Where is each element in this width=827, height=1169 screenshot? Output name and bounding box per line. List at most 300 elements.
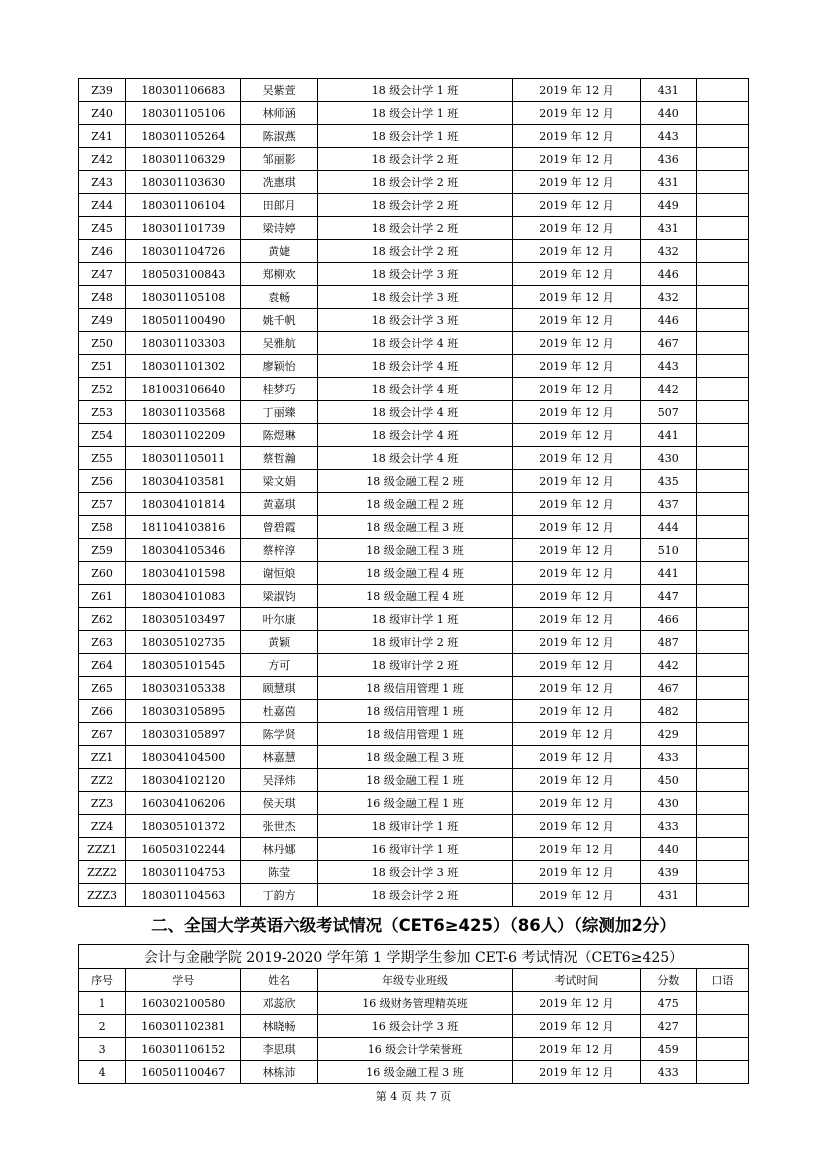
cell-name: 黄婕 — [241, 240, 317, 263]
cell-oral — [696, 401, 748, 424]
cell-name: 侯天琪 — [241, 792, 317, 815]
cell-student-id: 180301103630 — [126, 171, 241, 194]
cell-class: 18 级审计学 1 班 — [317, 608, 513, 631]
cell-name: 陈淑燕 — [241, 125, 317, 148]
table-row — [79, 516, 749, 539]
cell-index: 1 — [79, 992, 126, 1015]
cell-class: 18 级金融工程 4 班 — [317, 562, 513, 585]
cell-index: ZZ4 — [79, 815, 126, 838]
cell-exam-time: 2019 年 12 月 — [513, 585, 640, 608]
cell-index: Z58 — [79, 516, 126, 539]
cell-oral — [696, 171, 748, 194]
cell-score: 446 — [640, 309, 696, 332]
cell-exam-time: 2019 年 12 月 — [513, 1015, 640, 1038]
cell-student-id: 180301105264 — [126, 125, 241, 148]
cell-class: 18 级会计学 2 班 — [317, 194, 513, 217]
table-row — [79, 217, 749, 240]
cell-student-id: 181003106640 — [126, 378, 241, 401]
cell-score: 442 — [640, 654, 696, 677]
cell-name: 吴紫萱 — [241, 79, 317, 102]
cell-name: 曾碧霞 — [241, 516, 317, 539]
table-row — [79, 309, 749, 332]
cell-student-id: 180304103581 — [126, 470, 241, 493]
cell-oral — [696, 424, 748, 447]
cell-score: 447 — [640, 585, 696, 608]
cell-index: Z45 — [79, 217, 126, 240]
cell-exam-time: 2019 年 12 月 — [513, 125, 640, 148]
cell-exam-time: 2019 年 12 月 — [513, 447, 640, 470]
cell-class: 16 级审计学 1 班 — [317, 838, 513, 861]
cell-oral — [696, 861, 748, 884]
cell-oral — [696, 194, 748, 217]
table-caption-row — [79, 945, 749, 969]
cell-exam-time: 2019 年 12 月 — [513, 838, 640, 861]
cell-exam-time: 2019 年 12 月 — [513, 171, 640, 194]
table-row — [79, 815, 749, 838]
cell-index: ZZ1 — [79, 746, 126, 769]
cell-exam-time: 2019 年 12 月 — [513, 102, 640, 125]
cell-student-id: 180303105338 — [126, 677, 241, 700]
cell-student-id: 180304104500 — [126, 746, 241, 769]
cell-index: Z59 — [79, 539, 126, 562]
cell-exam-time: 2019 年 12 月 — [513, 654, 640, 677]
cell-exam-time: 2019 年 12 月 — [513, 631, 640, 654]
cell-oral — [696, 992, 748, 1015]
cell-class: 18 级金融工程 3 班 — [317, 539, 513, 562]
cell-index: 4 — [79, 1061, 126, 1084]
cell-index: 3 — [79, 1038, 126, 1061]
cell-exam-time: 2019 年 12 月 — [513, 539, 640, 562]
cell-name: 冼惠琪 — [241, 171, 317, 194]
cell-class: 18 级会计学 2 班 — [317, 217, 513, 240]
cell-name: 丁丽臻 — [241, 401, 317, 424]
cell-score: 475 — [640, 992, 696, 1015]
cell-name: 杜嘉茵 — [241, 700, 317, 723]
cell-index: Z62 — [79, 608, 126, 631]
cell-score: 431 — [640, 884, 696, 907]
cell-oral — [696, 148, 748, 171]
cell-exam-time: 2019 年 12 月 — [513, 700, 640, 723]
cell-index: Z52 — [79, 378, 126, 401]
cell-oral — [696, 585, 748, 608]
cell-name: 方可 — [241, 654, 317, 677]
cell-student-id: 180305103497 — [126, 608, 241, 631]
cell-index: ZZZ2 — [79, 861, 126, 884]
cell-oral — [696, 355, 748, 378]
cet6-table-body — [79, 945, 749, 1084]
cell-index: Z61 — [79, 585, 126, 608]
cell-exam-time: 2019 年 12 月 — [513, 79, 640, 102]
page-footer: 第 4 页 共 7 页 — [375, 1090, 452, 1103]
cell-student-id: 160301102381 — [126, 1015, 241, 1038]
table-row — [79, 539, 749, 562]
cell-exam-time: 2019 年 12 月 — [513, 332, 640, 355]
cell-student-id: 180301102209 — [126, 424, 241, 447]
cell-index: Z44 — [79, 194, 126, 217]
cell-student-id: 180303105895 — [126, 700, 241, 723]
table-caption: 会计与金融学院 2019-2020 学年第 1 学期学生参加 CET-6 考试情况（CET6≥425） — [79, 945, 749, 969]
cell-index: Z48 — [79, 286, 126, 309]
table-row — [79, 470, 749, 493]
cell-student-id: 180304105346 — [126, 539, 241, 562]
header-student-id: 学号 — [126, 969, 241, 992]
cell-exam-time: 2019 年 12 月 — [513, 424, 640, 447]
cell-student-id: 180301106104 — [126, 194, 241, 217]
cell-exam-time: 2019 年 12 月 — [513, 723, 640, 746]
cell-index: Z46 — [79, 240, 126, 263]
cell-score: 433 — [640, 815, 696, 838]
cell-name: 袁畅 — [241, 286, 317, 309]
cell-name: 叶尔康 — [241, 608, 317, 631]
cell-name: 蔡哲瀚 — [241, 447, 317, 470]
cell-class: 18 级会计学 3 班 — [317, 861, 513, 884]
cell-score: 436 — [640, 148, 696, 171]
cell-oral — [696, 447, 748, 470]
cell-score: 433 — [640, 1061, 696, 1084]
cell-oral — [696, 102, 748, 125]
cell-class: 16 级会计学荣誉班 — [317, 1038, 513, 1061]
cell-exam-time: 2019 年 12 月 — [513, 769, 640, 792]
cell-oral — [696, 470, 748, 493]
cell-score: 435 — [640, 470, 696, 493]
cell-student-id: 160501100467 — [126, 1061, 241, 1084]
cell-exam-time: 2019 年 12 月 — [513, 217, 640, 240]
cell-name: 邓蕊欣 — [241, 992, 317, 1015]
table-header-row — [79, 969, 749, 992]
cell-class: 18 级金融工程 2 班 — [317, 470, 513, 493]
cell-student-id: 180305102735 — [126, 631, 241, 654]
cet6-results-table — [78, 944, 749, 1084]
cell-class: 18 级会计学 1 班 — [317, 102, 513, 125]
cell-score: 467 — [640, 332, 696, 355]
table-row — [79, 447, 749, 470]
table-row — [79, 401, 749, 424]
header-index: 序号 — [79, 969, 126, 992]
cell-oral — [696, 493, 748, 516]
table-row — [79, 838, 749, 861]
cell-student-id: 160503102244 — [126, 838, 241, 861]
cell-class: 18 级金融工程 3 班 — [317, 516, 513, 539]
cell-oral — [696, 1061, 748, 1084]
cell-index: Z67 — [79, 723, 126, 746]
cell-exam-time: 2019 年 12 月 — [513, 401, 640, 424]
cell-score: 446 — [640, 263, 696, 286]
cell-class: 18 级金融工程 1 班 — [317, 769, 513, 792]
cell-exam-time: 2019 年 12 月 — [513, 148, 640, 171]
cell-index: ZZZ3 — [79, 884, 126, 907]
cell-exam-time: 2019 年 12 月 — [513, 378, 640, 401]
cell-name: 陈学贤 — [241, 723, 317, 746]
table-row — [79, 263, 749, 286]
cell-score: 440 — [640, 102, 696, 125]
cell-class: 18 级会计学 2 班 — [317, 171, 513, 194]
header-exam-time: 考试时间 — [513, 969, 640, 992]
table-row — [79, 677, 749, 700]
cell-index: 2 — [79, 1015, 126, 1038]
cell-exam-time: 2019 年 12 月 — [513, 1038, 640, 1061]
cell-student-id: 180304101598 — [126, 562, 241, 585]
cell-score: 430 — [640, 792, 696, 815]
cell-index: Z40 — [79, 102, 126, 125]
cell-oral — [696, 700, 748, 723]
cell-index: Z56 — [79, 470, 126, 493]
cell-student-id: 160302100580 — [126, 992, 241, 1015]
table-row — [79, 286, 749, 309]
cell-oral — [696, 263, 748, 286]
table-row — [79, 861, 749, 884]
cell-student-id: 181104103816 — [126, 516, 241, 539]
cell-student-id: 180301105108 — [126, 286, 241, 309]
cell-class: 18 级会计学 4 班 — [317, 401, 513, 424]
cell-index: Z41 — [79, 125, 126, 148]
cell-student-id: 180301104726 — [126, 240, 241, 263]
cell-student-id: 180301104563 — [126, 884, 241, 907]
cell-exam-time: 2019 年 12 月 — [513, 355, 640, 378]
cell-name: 吴雅航 — [241, 332, 317, 355]
table-row — [79, 125, 749, 148]
cell-oral — [696, 539, 748, 562]
table-row — [79, 1015, 749, 1038]
cell-oral — [696, 792, 748, 815]
cell-exam-time: 2019 年 12 月 — [513, 263, 640, 286]
cell-score: 431 — [640, 217, 696, 240]
cell-student-id: 180501100490 — [126, 309, 241, 332]
cell-oral — [696, 654, 748, 677]
cell-index: Z54 — [79, 424, 126, 447]
cell-class: 18 级金融工程 2 班 — [317, 493, 513, 516]
cell-exam-time: 2019 年 12 月 — [513, 309, 640, 332]
table-row — [79, 769, 749, 792]
cell-name: 梁文娟 — [241, 470, 317, 493]
cell-student-id: 180301106329 — [126, 148, 241, 171]
cell-class: 18 级会计学 2 班 — [317, 148, 513, 171]
cell-exam-time: 2019 年 12 月 — [513, 493, 640, 516]
cell-index: Z53 — [79, 401, 126, 424]
table-row — [79, 585, 749, 608]
table-row — [79, 194, 749, 217]
table-row — [79, 424, 749, 447]
cell-score: 430 — [640, 447, 696, 470]
cell-class: 18 级信用管理 1 班 — [317, 677, 513, 700]
table-row — [79, 608, 749, 631]
table-row — [79, 148, 749, 171]
cell-name: 张世杰 — [241, 815, 317, 838]
cell-class: 18 级金融工程 3 班 — [317, 746, 513, 769]
cell-class: 18 级会计学 4 班 — [317, 424, 513, 447]
table-row — [79, 79, 749, 102]
cell-student-id: 180304101814 — [126, 493, 241, 516]
cell-index: Z42 — [79, 148, 126, 171]
cell-student-id: 180301101739 — [126, 217, 241, 240]
cell-class: 18 级审计学 2 班 — [317, 654, 513, 677]
cell-exam-time: 2019 年 12 月 — [513, 1061, 640, 1084]
cell-name: 谢恒烺 — [241, 562, 317, 585]
cell-class: 16 级金融工程 3 班 — [317, 1061, 513, 1084]
table-row — [79, 102, 749, 125]
cell-score: 466 — [640, 608, 696, 631]
cell-oral — [696, 516, 748, 539]
cell-exam-time: 2019 年 12 月 — [513, 516, 640, 539]
cell-index: Z63 — [79, 631, 126, 654]
cell-score: 482 — [640, 700, 696, 723]
cet4-results-table-continued — [78, 78, 749, 907]
cell-index: ZZ2 — [79, 769, 126, 792]
cell-exam-time: 2019 年 12 月 — [513, 884, 640, 907]
cell-score: 431 — [640, 79, 696, 102]
cell-name: 桂梦巧 — [241, 378, 317, 401]
cell-oral — [696, 1015, 748, 1038]
cell-oral — [696, 723, 748, 746]
cell-index: Z51 — [79, 355, 126, 378]
cell-score: 439 — [640, 861, 696, 884]
table-row — [79, 992, 749, 1015]
cell-name: 林嘉慧 — [241, 746, 317, 769]
cell-score: 431 — [640, 171, 696, 194]
table-row — [79, 355, 749, 378]
cell-oral — [696, 125, 748, 148]
table-row — [79, 171, 749, 194]
cell-exam-time: 2019 年 12 月 — [513, 815, 640, 838]
cell-oral — [696, 746, 748, 769]
header-score: 分数 — [640, 969, 696, 992]
cell-name: 吴泽炜 — [241, 769, 317, 792]
cell-name: 林丹娜 — [241, 838, 317, 861]
table-row — [79, 884, 749, 907]
cell-name: 陈莹 — [241, 861, 317, 884]
table-row — [79, 562, 749, 585]
cell-name: 邹丽影 — [241, 148, 317, 171]
cell-student-id: 180503100843 — [126, 263, 241, 286]
cell-name: 林师涵 — [241, 102, 317, 125]
cell-oral — [696, 378, 748, 401]
table-row — [79, 792, 749, 815]
cell-class: 18 级金融工程 4 班 — [317, 585, 513, 608]
cell-class: 18 级审计学 1 班 — [317, 815, 513, 838]
cell-name: 丁韵方 — [241, 884, 317, 907]
cell-name: 黄嘉琪 — [241, 493, 317, 516]
cell-class: 18 级会计学 4 班 — [317, 332, 513, 355]
cell-exam-time: 2019 年 12 月 — [513, 746, 640, 769]
cell-student-id: 180303105897 — [126, 723, 241, 746]
cell-score: 510 — [640, 539, 696, 562]
cell-oral — [696, 769, 748, 792]
table-row — [79, 240, 749, 263]
cell-score: 487 — [640, 631, 696, 654]
cell-exam-time: 2019 年 12 月 — [513, 861, 640, 884]
cell-score: 433 — [640, 746, 696, 769]
cell-oral — [696, 286, 748, 309]
cell-student-id: 180301105011 — [126, 447, 241, 470]
table-row — [79, 378, 749, 401]
cell-score: 432 — [640, 286, 696, 309]
cell-score: 429 — [640, 723, 696, 746]
cell-name: 黄颖 — [241, 631, 317, 654]
cell-index: Z55 — [79, 447, 126, 470]
cell-index: Z66 — [79, 700, 126, 723]
table-row — [79, 746, 749, 769]
cell-name: 田郎月 — [241, 194, 317, 217]
cell-oral — [696, 1038, 748, 1061]
cell-score: 450 — [640, 769, 696, 792]
table-row — [79, 700, 749, 723]
cell-score: 441 — [640, 562, 696, 585]
section-heading: 二、全国大学英语六级考试情况（CET6≥425）（86人）（综测加2分） — [151, 916, 676, 935]
cell-student-id: 180305101372 — [126, 815, 241, 838]
cell-class: 18 级会计学 1 班 — [317, 125, 513, 148]
table-row — [79, 1061, 749, 1084]
cet4-table-body — [79, 79, 749, 907]
table-row — [79, 631, 749, 654]
cell-oral — [696, 608, 748, 631]
cell-index: Z65 — [79, 677, 126, 700]
cell-oral — [696, 631, 748, 654]
cell-index: ZZ3 — [79, 792, 126, 815]
cell-exam-time: 2019 年 12 月 — [513, 792, 640, 815]
cell-student-id: 180301104753 — [126, 861, 241, 884]
cell-class: 18 级会计学 3 班 — [317, 309, 513, 332]
cell-class: 18 级会计学 4 班 — [317, 447, 513, 470]
cell-index: Z57 — [79, 493, 126, 516]
cell-index: Z49 — [79, 309, 126, 332]
cell-student-id: 180304102120 — [126, 769, 241, 792]
cell-oral — [696, 217, 748, 240]
cell-score: 442 — [640, 378, 696, 401]
cell-score: 507 — [640, 401, 696, 424]
cell-oral — [696, 884, 748, 907]
cell-index: ZZZ1 — [79, 838, 126, 861]
cell-oral — [696, 240, 748, 263]
cell-student-id: 180301106683 — [126, 79, 241, 102]
cell-name: 姚千帆 — [241, 309, 317, 332]
cell-exam-time: 2019 年 12 月 — [513, 608, 640, 631]
cell-exam-time: 2019 年 12 月 — [513, 562, 640, 585]
cell-exam-time: 2019 年 12 月 — [513, 240, 640, 263]
cell-exam-time: 2019 年 12 月 — [513, 992, 640, 1015]
header-name: 姓名 — [241, 969, 317, 992]
cell-oral — [696, 79, 748, 102]
cell-score: 459 — [640, 1038, 696, 1061]
cell-name: 林晓畅 — [241, 1015, 317, 1038]
cell-index: Z39 — [79, 79, 126, 102]
cell-class: 18 级会计学 4 班 — [317, 355, 513, 378]
cell-name: 蔡梓淳 — [241, 539, 317, 562]
cell-name: 郑柳欢 — [241, 263, 317, 286]
cell-oral — [696, 562, 748, 585]
cell-class: 18 级信用管理 1 班 — [317, 723, 513, 746]
table-row — [79, 332, 749, 355]
cell-class: 16 级会计学 3 班 — [317, 1015, 513, 1038]
cell-oral — [696, 677, 748, 700]
cell-class: 18 级会计学 3 班 — [317, 286, 513, 309]
cell-exam-time: 2019 年 12 月 — [513, 194, 640, 217]
cell-score: 449 — [640, 194, 696, 217]
cell-student-id: 160301106152 — [126, 1038, 241, 1061]
cell-class: 18 级会计学 2 班 — [317, 884, 513, 907]
cell-score: 443 — [640, 125, 696, 148]
cell-index: Z50 — [79, 332, 126, 355]
cell-class: 18 级信用管理 1 班 — [317, 700, 513, 723]
cell-class: 18 级会计学 4 班 — [317, 378, 513, 401]
cell-index: Z43 — [79, 171, 126, 194]
table-row — [79, 493, 749, 516]
cell-oral — [696, 838, 748, 861]
cell-score: 440 — [640, 838, 696, 861]
cell-exam-time: 2019 年 12 月 — [513, 677, 640, 700]
cell-name: 李思琪 — [241, 1038, 317, 1061]
header-oral: 口语 — [696, 969, 748, 992]
cell-class: 18 级会计学 2 班 — [317, 240, 513, 263]
cell-name: 林栋沛 — [241, 1061, 317, 1084]
